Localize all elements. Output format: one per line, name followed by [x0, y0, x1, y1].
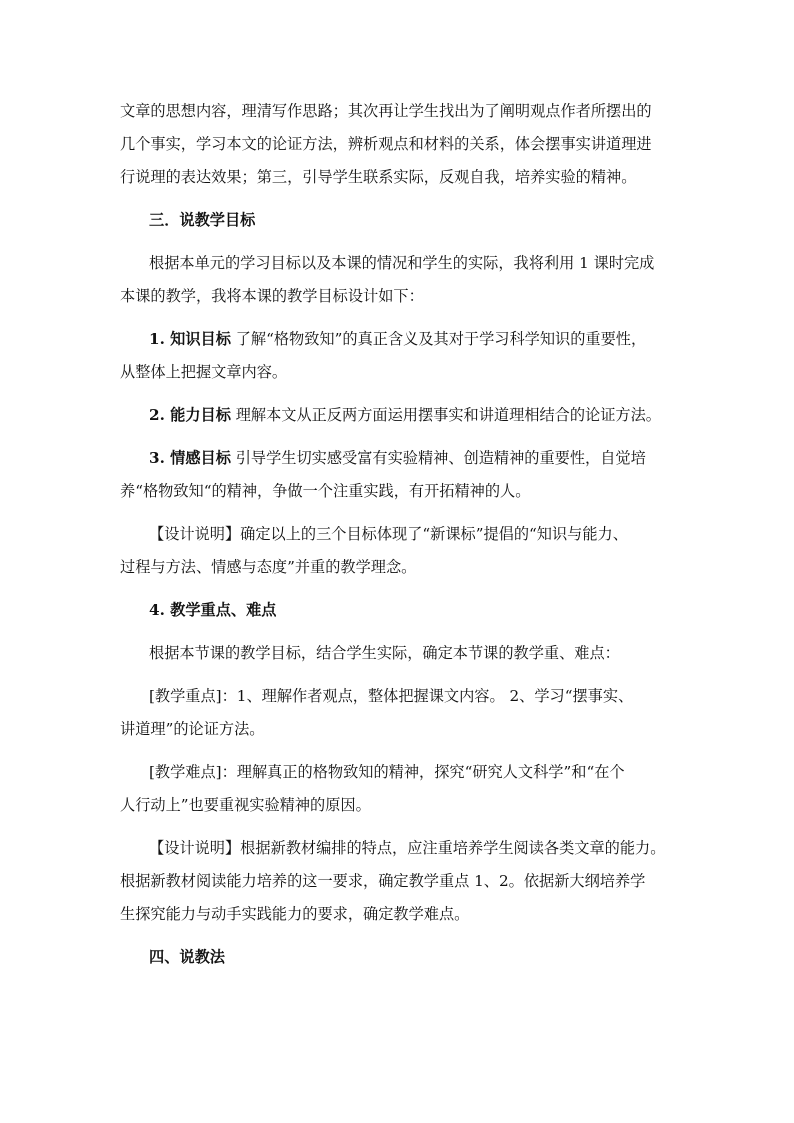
section-heading: 三．说教学目标 [149, 211, 256, 229]
section-heading: 四、说教法 [149, 948, 225, 966]
goal-knowledge [149, 329, 729, 349]
design-note-line: 过程与方法、情感与态度”并重的教学理念。 [120, 558, 417, 576]
design-note-line: 【设计说明】根据新教材编排的特点，应注重培养学生阅读各类文章的能力。 [149, 839, 666, 857]
section-heading: 4. 教学重点、难点 [149, 601, 277, 619]
difficult-point-line: [教学难点]：理解真正的格物致知的精神，探究“研究人文科学”和“在个 [149, 763, 625, 781]
paragraph-line: 文章的思想内容，理清写作思路；其次再让学生找出为了阐明观点作者所摆出的 [120, 102, 652, 120]
goal-emotion [149, 448, 729, 468]
goal-label: 3. 情感目标 [149, 449, 231, 467]
key-point-line: 讲道理”的论证方法。 [120, 720, 265, 738]
design-note-line: 【设计说明】确定以上的三个目标体现了“新课标”提倡的“知识与能力、 [149, 525, 628, 543]
design-note-line: 根据新教材阅读能力培养的这一要求，确定教学重点 1、2。依据新大纲培养学 [120, 872, 646, 890]
goal-ability [149, 405, 729, 425]
goal-text: 了解“格物致知”的真正含义及其对于学习科学知识的重要性， [235, 330, 647, 348]
goal-text: 引导学生切实感受富有实验精神、创造精神的重要性，自觉培 [235, 449, 646, 467]
paragraph-line: 行说理的表达效果；第三，引导学生联系实际，反观自我，培养实验的精神。 [120, 168, 637, 186]
difficult-point-line: 人行动上”也要重视实验精神的原因。 [120, 796, 371, 814]
paragraph-line: 养“格物致知“的精神，争做一个注重实践，有开拓精神的人。 [120, 482, 531, 500]
goal-text: 理解本文从正反两方面运用摆事实和讲道理相结合的论证方法。 [235, 406, 661, 424]
goal-label: 2. 能力目标 [149, 406, 231, 424]
paragraph-line: 根据本节课的教学目标，结合学生实际，确定本节课的教学重、难点： [149, 644, 620, 662]
paragraph-line: 几个事实，学习本文的论证方法，辨析观点和材料的关系，体会摆事实讲道理进 [120, 135, 652, 153]
design-note-line: 生探究能力与动手实践能力的要求，确定教学难点。 [120, 905, 470, 923]
paragraph-line: 从整体上把握文章内容。 [120, 363, 288, 381]
key-point-line: [教学重点]：1、理解作者观点，整体把握课文内容。 2、学习“摆事实、 [149, 687, 634, 705]
paragraph-line: 本课的教学，我将本课的教学目标设计如下： [120, 287, 424, 305]
paragraph-line: 根据本单元的学习目标以及本课的情况和学生的实际，我将利用 1 课时完成 [149, 254, 655, 272]
goal-label: 1. 知识目标 [149, 330, 231, 348]
